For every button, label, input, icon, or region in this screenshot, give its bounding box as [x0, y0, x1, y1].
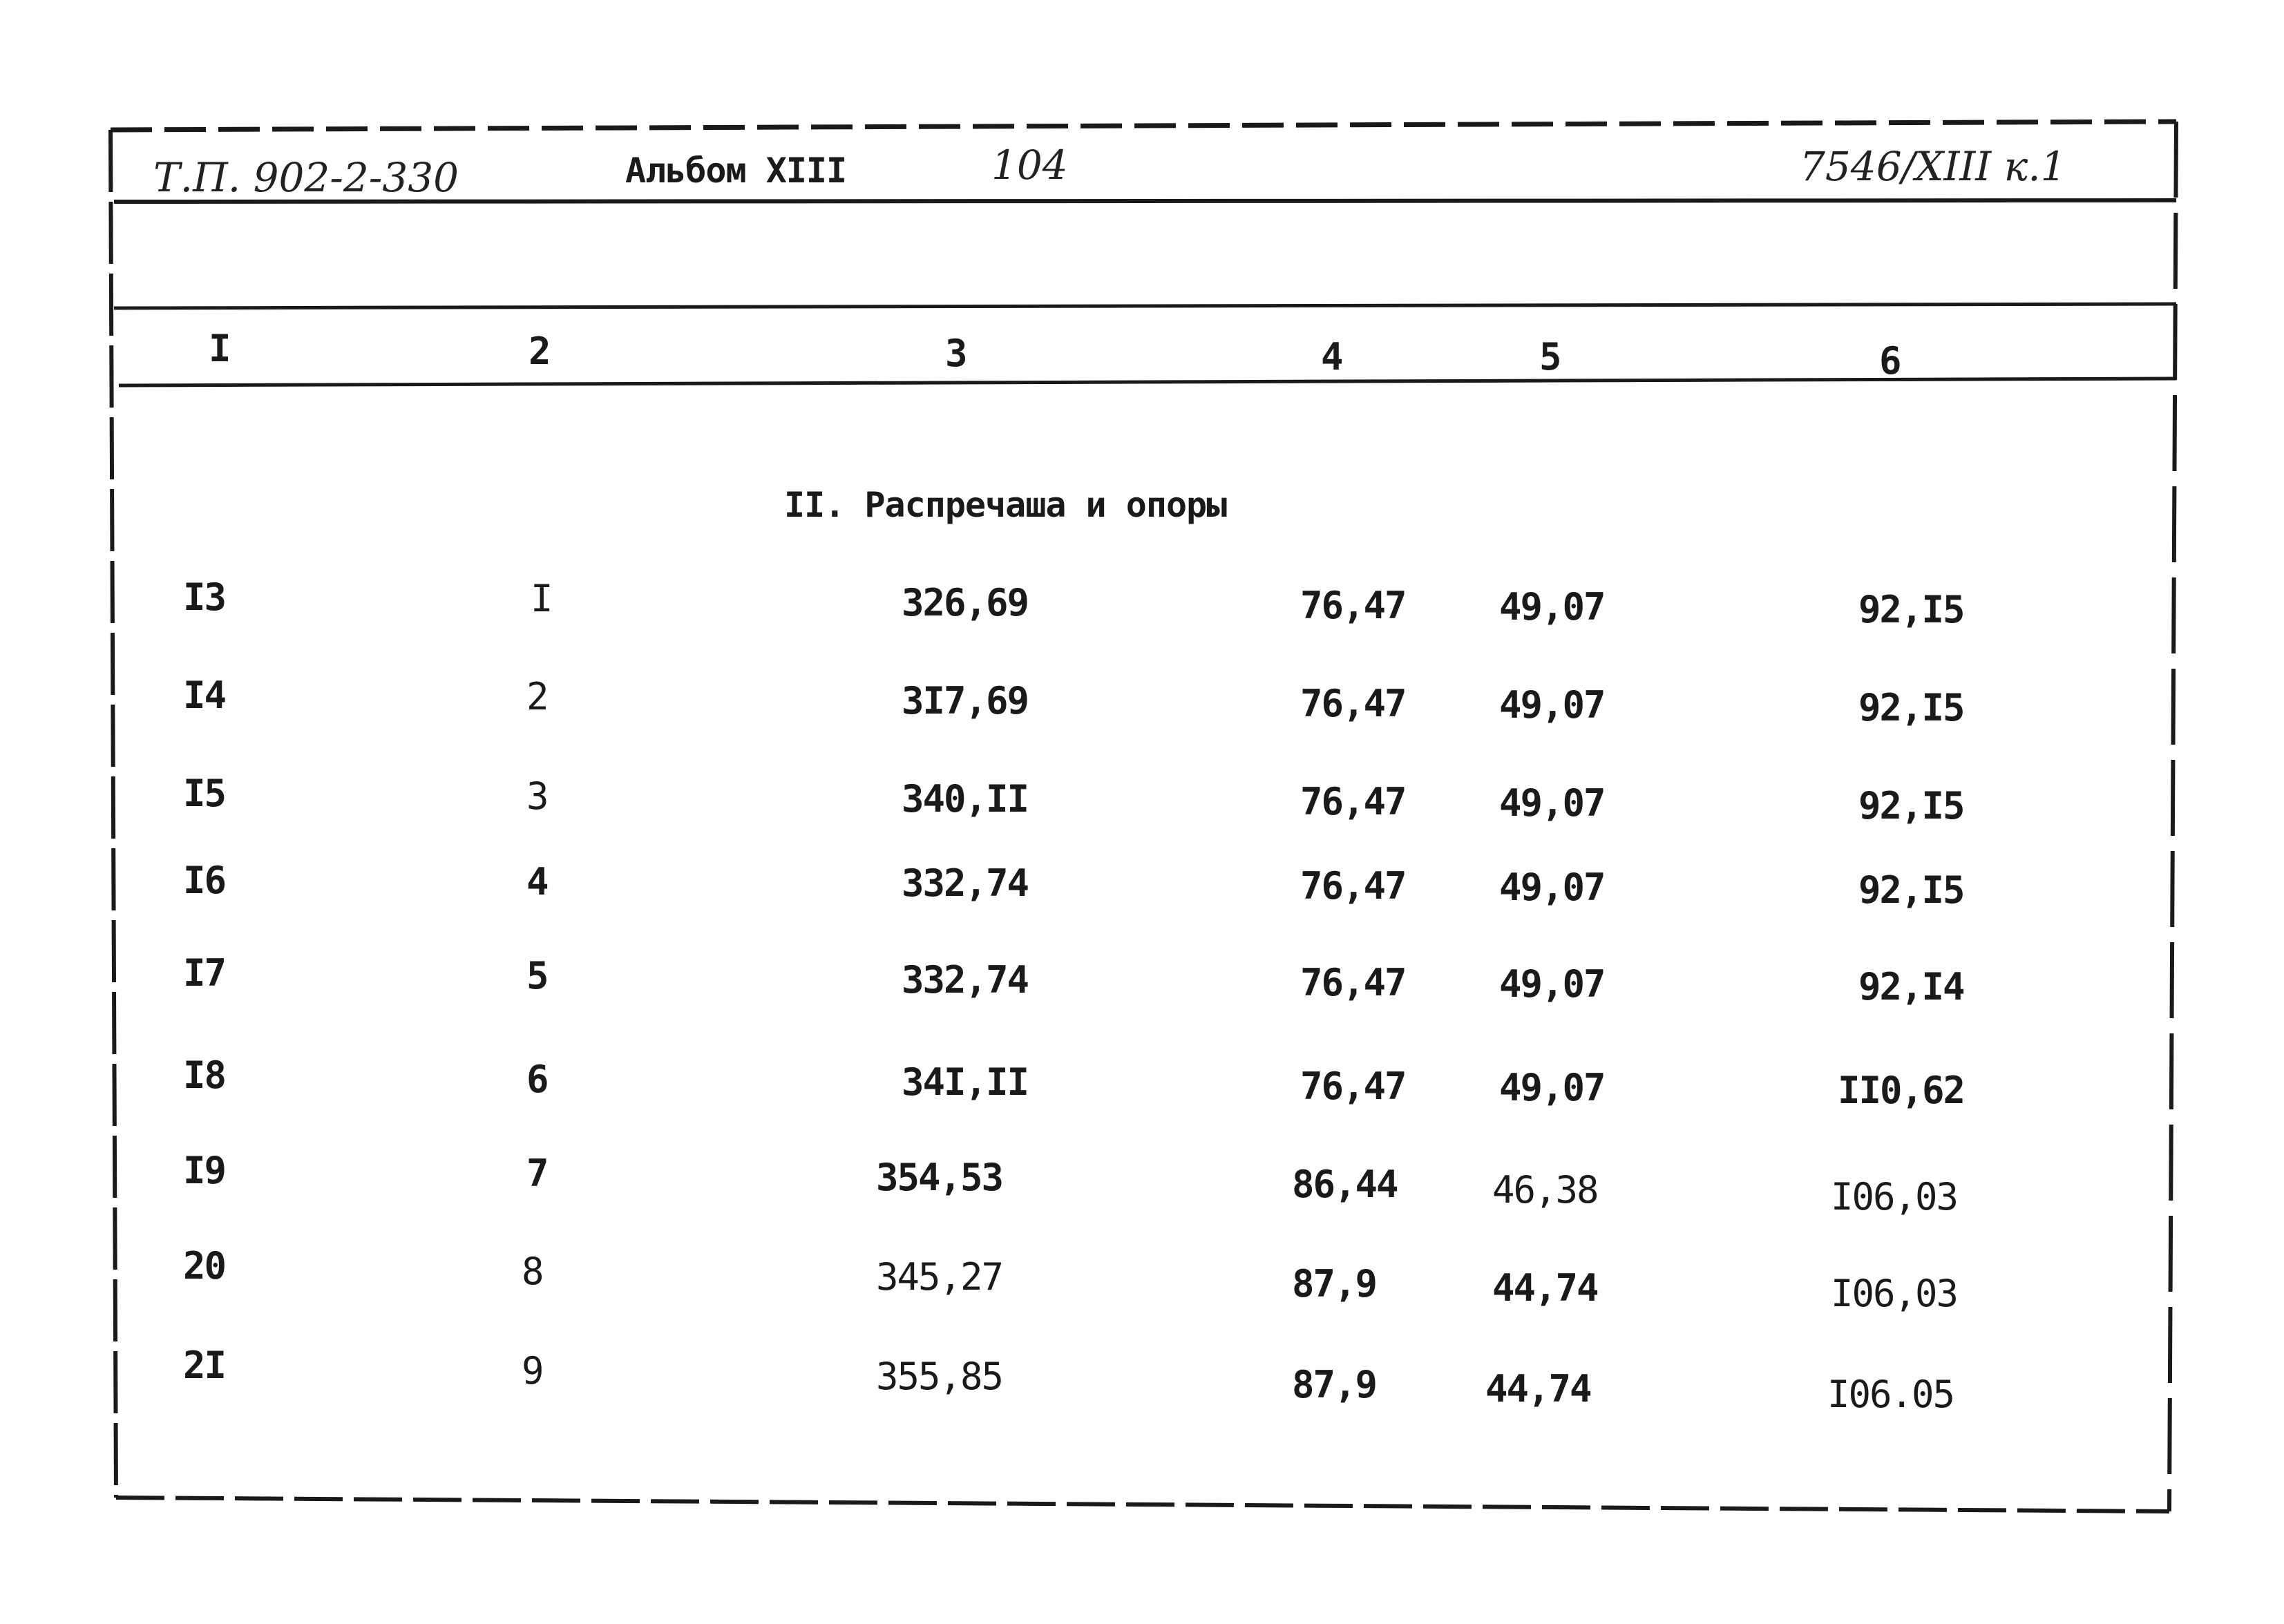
- table-cell: 332,74: [902, 958, 1029, 1002]
- table-cell: 355,85: [876, 1355, 1003, 1398]
- column-number: 2: [529, 329, 551, 373]
- table-cell: I: [531, 577, 552, 620]
- table-cell: I9: [183, 1149, 226, 1192]
- table-cell: 49,07: [1499, 866, 1605, 909]
- column-number: 6: [1879, 339, 1902, 383]
- album-label: Альбом XIII: [625, 151, 847, 191]
- table-cell: 92,I5: [1858, 868, 1964, 912]
- table-cell: 20: [183, 1244, 226, 1288]
- table-cell: I4: [183, 674, 226, 717]
- table-cell: 76,47: [1300, 584, 1406, 627]
- archive-code: 7546/XIII к.1: [1800, 143, 2066, 190]
- table-cell: 76,47: [1300, 1064, 1406, 1108]
- table-cell: 92,I5: [1858, 686, 1964, 729]
- table-cell: 326,69: [902, 581, 1029, 624]
- table-cell: I7: [183, 951, 226, 995]
- table-cell: 49,07: [1499, 683, 1605, 727]
- project-code: Т.П. 902-2-330: [153, 154, 459, 201]
- table-cell: I6: [183, 859, 226, 902]
- table-cell: 87,9: [1292, 1363, 1377, 1406]
- table-cell: I5: [183, 772, 226, 815]
- table-cell: 9: [522, 1349, 543, 1393]
- column-number: 4: [1321, 335, 1344, 379]
- table-cell: 2: [526, 675, 548, 718]
- column-number: I: [209, 327, 231, 370]
- table-cell: 76,47: [1300, 864, 1406, 908]
- table-cell: 87,9: [1292, 1262, 1377, 1306]
- table-cell: 49,07: [1499, 1066, 1605, 1109]
- table-cell: 5: [526, 954, 548, 997]
- table-cell: 46,38: [1492, 1168, 1598, 1212]
- table-cell: 76,47: [1300, 780, 1406, 823]
- column-number: 5: [1539, 335, 1562, 379]
- table-cell: II0,62: [1838, 1069, 1965, 1112]
- table-cell: 2I: [183, 1344, 226, 1387]
- table-cell: 76,47: [1300, 961, 1406, 1004]
- table-cell: 6: [526, 1058, 548, 1101]
- table-cell: 92,I4: [1858, 965, 1964, 1009]
- table-cell: 44,74: [1492, 1266, 1598, 1310]
- table-cell: 92,I5: [1858, 784, 1964, 828]
- page-number: 104: [991, 142, 1068, 189]
- table-cell: 49,07: [1499, 781, 1605, 825]
- table-cell: 7: [526, 1152, 548, 1195]
- table-cell: 340,II: [902, 777, 1029, 821]
- table-cell: 34I,II: [902, 1060, 1029, 1104]
- table-cell: 44,74: [1485, 1367, 1591, 1411]
- column-number: 3: [945, 332, 968, 375]
- table-cell: 86,44: [1292, 1163, 1398, 1206]
- table-cell: I06.05: [1827, 1373, 1954, 1416]
- table-cell: 354,53: [876, 1156, 1003, 1199]
- table-cell: I06,03: [1831, 1272, 1958, 1315]
- table-cell: 49,07: [1499, 962, 1605, 1006]
- table-cell: 49,07: [1499, 585, 1605, 629]
- table-cell: 76,47: [1300, 682, 1406, 725]
- table-cell: 3: [526, 774, 548, 818]
- table-cell: 92,I5: [1858, 588, 1964, 631]
- table-cell: 3I7,69: [902, 679, 1029, 723]
- table-cell: I3: [183, 575, 226, 619]
- table-cell: 332,74: [902, 861, 1029, 905]
- table-cell: I8: [183, 1053, 226, 1097]
- section-title: II. Распречаша и опоры: [784, 485, 1227, 525]
- table-cell: 345,27: [876, 1255, 1003, 1299]
- table-cell: I06,03: [1831, 1175, 1958, 1219]
- table-cell: 4: [526, 860, 548, 904]
- table-cell: 8: [522, 1250, 543, 1293]
